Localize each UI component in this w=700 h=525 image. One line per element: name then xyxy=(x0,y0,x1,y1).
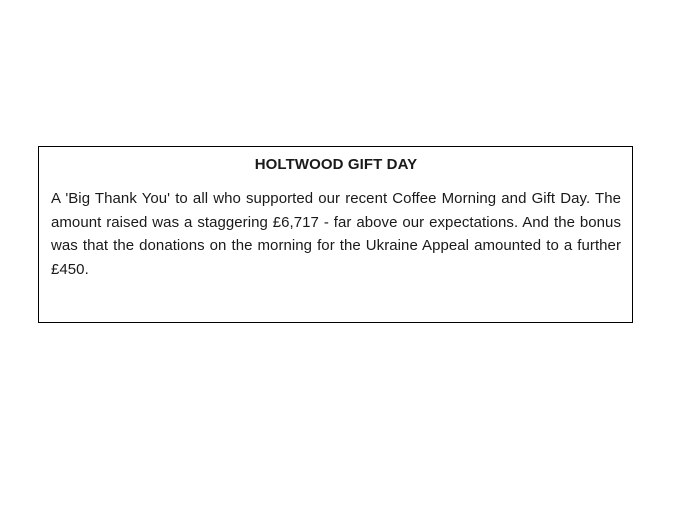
notice-title: HOLTWOOD GIFT DAY xyxy=(254,156,418,173)
notice-box xyxy=(38,146,633,323)
notice-body: A 'Big Thank You' to all who supported our recent Coffee Morning and Gift Day. The amount raised was a staggering £6,717 - far above our expectations. And the bonus was that the donations on the morning for the Ukraine Appeal amounted to a further £450. xyxy=(51,190,621,278)
